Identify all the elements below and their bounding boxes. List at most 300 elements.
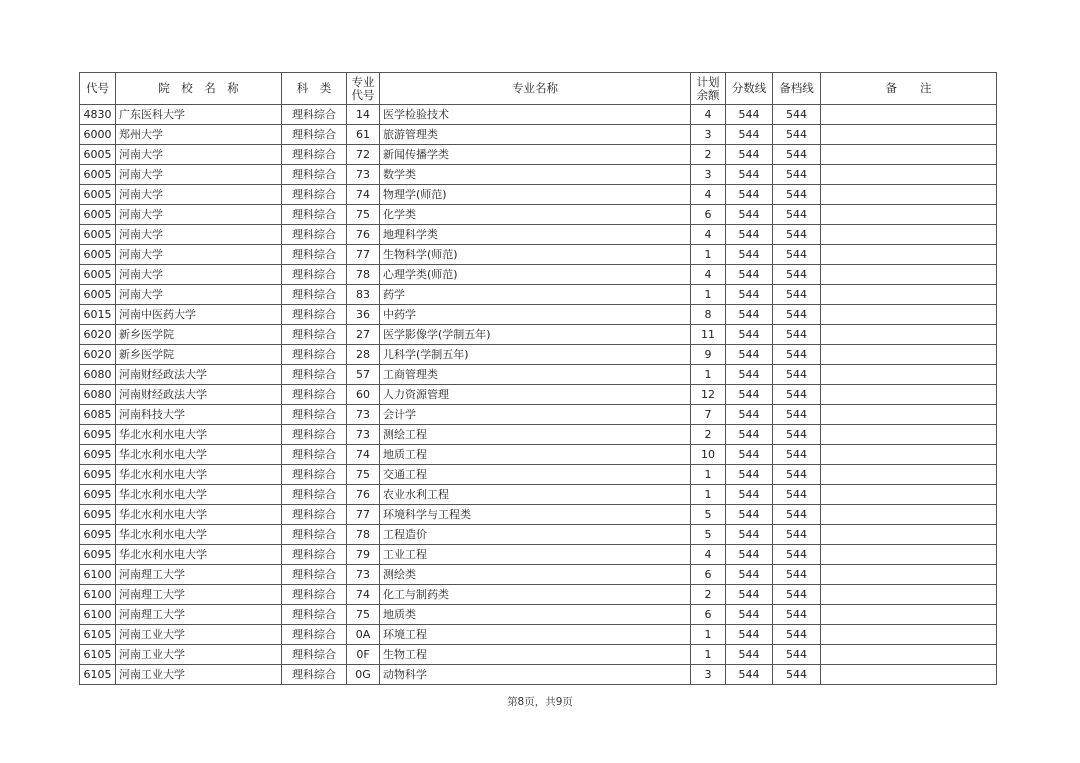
- cell-major-code: 0A: [347, 625, 380, 645]
- cell-school: 河南财经政法大学: [116, 365, 282, 385]
- cell-major-code: 73: [347, 425, 380, 445]
- cell-backup-line: 544: [773, 505, 821, 525]
- cell-remarks: [821, 225, 997, 245]
- cell-backup-line: 544: [773, 145, 821, 165]
- cell-remarks: [821, 305, 997, 325]
- cell-remarks: [821, 625, 997, 645]
- cell-remarks: [821, 105, 997, 125]
- page-footer: 第8页，共9页: [507, 696, 573, 708]
- cell-plan-remain: 4: [691, 225, 726, 245]
- cell-major-name: 医学影像学(学制五年): [380, 325, 691, 345]
- cell-code: 6105: [80, 625, 116, 645]
- cell-school: 华北水利水电大学: [116, 485, 282, 505]
- cell-plan-remain: 9: [691, 345, 726, 365]
- cell-code: 6095: [80, 445, 116, 465]
- cell-backup-line: 544: [773, 425, 821, 445]
- cell-category: 理科综合: [282, 225, 347, 245]
- cell-category: 理科综合: [282, 445, 347, 465]
- cell-remarks: [821, 505, 997, 525]
- cell-code: 6095: [80, 545, 116, 565]
- cell-backup-line: 544: [773, 605, 821, 625]
- cell-plan-remain: 1: [691, 485, 726, 505]
- cell-school: 河南大学: [116, 245, 282, 265]
- cell-remarks: [821, 425, 997, 445]
- cell-major-code: 77: [347, 505, 380, 525]
- cell-major-name: 中药学: [380, 305, 691, 325]
- cell-plan-remain: 2: [691, 145, 726, 165]
- cell-major-code: 61: [347, 125, 380, 145]
- cell-major-name: 旅游管理类: [380, 125, 691, 145]
- cell-major-code: 73: [347, 405, 380, 425]
- cell-backup-line: 544: [773, 265, 821, 285]
- cell-category: 理科综合: [282, 385, 347, 405]
- cell-score-line: 544: [726, 165, 773, 185]
- cell-category: 理科综合: [282, 185, 347, 205]
- cell-score-line: 544: [726, 125, 773, 145]
- table-row: [80, 625, 997, 645]
- cell-remarks: [821, 525, 997, 545]
- cell-score-line: 544: [726, 485, 773, 505]
- cell-major-code: 73: [347, 565, 380, 585]
- cell-plan-remain: 3: [691, 125, 726, 145]
- cell-major-name: 地质工程: [380, 445, 691, 465]
- cell-category: 理科综合: [282, 125, 347, 145]
- cell-school: 河南大学: [116, 185, 282, 205]
- cell-code: 6005: [80, 225, 116, 245]
- table-row: [80, 365, 997, 385]
- cell-major-code: 75: [347, 205, 380, 225]
- cell-backup-line: 544: [773, 465, 821, 485]
- cell-score-line: 544: [726, 245, 773, 265]
- cell-major-name: 工商管理类: [380, 365, 691, 385]
- cell-score-line: 544: [726, 545, 773, 565]
- cell-backup-line: 544: [773, 365, 821, 385]
- cell-code: 6095: [80, 465, 116, 485]
- cell-plan-remain: 4: [691, 265, 726, 285]
- cell-backup-line: 544: [773, 245, 821, 265]
- cell-remarks: [821, 345, 997, 365]
- cell-category: 理科综合: [282, 425, 347, 445]
- table-row: [80, 205, 997, 225]
- cell-backup-line: 544: [773, 225, 821, 245]
- cell-backup-line: 544: [773, 325, 821, 345]
- table-row: [80, 565, 997, 585]
- cell-major-code: 74: [347, 445, 380, 465]
- cell-school: 华北水利水电大学: [116, 525, 282, 545]
- cell-remarks: [821, 385, 997, 405]
- table-row: [80, 465, 997, 485]
- cell-school: 河南工业大学: [116, 645, 282, 665]
- cell-score-line: 544: [726, 405, 773, 425]
- cell-major-name: 工业工程: [380, 545, 691, 565]
- cell-code: 6095: [80, 505, 116, 525]
- cell-category: 理科综合: [282, 525, 347, 545]
- cell-remarks: [821, 145, 997, 165]
- cell-remarks: [821, 585, 997, 605]
- cell-code: 6005: [80, 165, 116, 185]
- header-remarks: 备 注: [821, 73, 997, 105]
- cell-school: 华北水利水电大学: [116, 545, 282, 565]
- cell-backup-line: 544: [773, 645, 821, 665]
- cell-major-code: 14: [347, 105, 380, 125]
- table-row: [80, 245, 997, 265]
- cell-category: 理科综合: [282, 165, 347, 185]
- table-row: [80, 305, 997, 325]
- table-row: [80, 225, 997, 245]
- cell-remarks: [821, 565, 997, 585]
- cell-plan-remain: 1: [691, 465, 726, 485]
- cell-major-name: 药学: [380, 285, 691, 305]
- header-backup-line: 备档线: [773, 73, 821, 105]
- table-row: [80, 165, 997, 185]
- cell-major-name: 儿科学(学制五年): [380, 345, 691, 365]
- table-row: [80, 325, 997, 345]
- cell-category: 理科综合: [282, 405, 347, 425]
- cell-category: 理科综合: [282, 465, 347, 485]
- cell-category: 理科综合: [282, 625, 347, 645]
- cell-score-line: 544: [726, 325, 773, 345]
- cell-category: 理科综合: [282, 565, 347, 585]
- cell-backup-line: 544: [773, 545, 821, 565]
- cell-code: 4830: [80, 105, 116, 125]
- cell-plan-remain: 6: [691, 605, 726, 625]
- cell-school: 广东医科大学: [116, 105, 282, 125]
- cell-major-name: 化学类: [380, 205, 691, 225]
- cell-score-line: 544: [726, 645, 773, 665]
- table-row: [80, 545, 997, 565]
- cell-category: 理科综合: [282, 545, 347, 565]
- cell-backup-line: 544: [773, 445, 821, 465]
- cell-plan-remain: 1: [691, 645, 726, 665]
- cell-score-line: 544: [726, 345, 773, 365]
- cell-category: 理科综合: [282, 365, 347, 385]
- cell-major-name: 心理学类(师范): [380, 265, 691, 285]
- cell-code: 6080: [80, 385, 116, 405]
- cell-category: 理科综合: [282, 505, 347, 525]
- cell-code: 6100: [80, 605, 116, 625]
- cell-category: 理科综合: [282, 645, 347, 665]
- cell-plan-remain: 2: [691, 425, 726, 445]
- cell-school: 河南工业大学: [116, 625, 282, 645]
- cell-major-name: 农业水利工程: [380, 485, 691, 505]
- cell-remarks: [821, 265, 997, 285]
- header-score-line: 分数线: [726, 73, 773, 105]
- cell-remarks: [821, 325, 997, 345]
- cell-major-name: 动物科学: [380, 665, 691, 685]
- cell-plan-remain: 5: [691, 505, 726, 525]
- cell-backup-line: 544: [773, 405, 821, 425]
- cell-plan-remain: 6: [691, 565, 726, 585]
- cell-remarks: [821, 365, 997, 385]
- cell-plan-remain: 6: [691, 205, 726, 225]
- table-row: [80, 505, 997, 525]
- cell-school: 华北水利水电大学: [116, 445, 282, 465]
- cell-category: 理科综合: [282, 305, 347, 325]
- cell-plan-remain: 8: [691, 305, 726, 325]
- cell-remarks: [821, 605, 997, 625]
- cell-plan-remain: 10: [691, 445, 726, 465]
- table-row: [80, 585, 997, 605]
- cell-category: 理科综合: [282, 205, 347, 225]
- cell-major-name: 测绘类: [380, 565, 691, 585]
- cell-major-code: 78: [347, 525, 380, 545]
- cell-backup-line: 544: [773, 105, 821, 125]
- cell-major-code: 79: [347, 545, 380, 565]
- table-row: [80, 125, 997, 145]
- cell-score-line: 544: [726, 365, 773, 385]
- cell-school: 河南财经政法大学: [116, 385, 282, 405]
- cell-plan-remain: 12: [691, 385, 726, 405]
- cell-category: 理科综合: [282, 265, 347, 285]
- cell-plan-remain: 7: [691, 405, 726, 425]
- cell-code: 6000: [80, 125, 116, 145]
- cell-school: 河南大学: [116, 225, 282, 245]
- cell-major-code: 74: [347, 185, 380, 205]
- cell-remarks: [821, 445, 997, 465]
- cell-school: 河南中医药大学: [116, 305, 282, 325]
- cell-score-line: 544: [726, 305, 773, 325]
- cell-score-line: 544: [726, 105, 773, 125]
- cell-backup-line: 544: [773, 565, 821, 585]
- cell-category: 理科综合: [282, 345, 347, 365]
- cell-plan-remain: 4: [691, 185, 726, 205]
- cell-backup-line: 544: [773, 185, 821, 205]
- cell-major-name: 环境科学与工程类: [380, 505, 691, 525]
- cell-major-code: 27: [347, 325, 380, 345]
- cell-major-name: 地理科学类: [380, 225, 691, 245]
- table-row: [80, 385, 997, 405]
- cell-code: 6005: [80, 205, 116, 225]
- cell-category: 理科综合: [282, 585, 347, 605]
- cell-major-code: 36: [347, 305, 380, 325]
- cell-major-name: 物理学(师范): [380, 185, 691, 205]
- cell-code: 6005: [80, 145, 116, 165]
- cell-major-code: 83: [347, 285, 380, 305]
- cell-major-code: 75: [347, 605, 380, 625]
- cell-major-name: 工程造价: [380, 525, 691, 545]
- cell-major-name: 化工与制药类: [380, 585, 691, 605]
- cell-score-line: 544: [726, 665, 773, 685]
- cell-code: 6020: [80, 325, 116, 345]
- cell-category: 理科综合: [282, 105, 347, 125]
- header-row: [80, 73, 997, 105]
- cell-remarks: [821, 545, 997, 565]
- cell-major-code: 57: [347, 365, 380, 385]
- table-row: [80, 645, 997, 665]
- header-school: 院 校 名 称: [116, 73, 282, 105]
- cell-code: 6005: [80, 185, 116, 205]
- cell-score-line: 544: [726, 145, 773, 165]
- table-body: [80, 105, 997, 685]
- cell-remarks: [821, 405, 997, 425]
- cell-code: 6105: [80, 645, 116, 665]
- table-row: [80, 285, 997, 305]
- header-major-code: 专业代号: [347, 73, 380, 105]
- cell-remarks: [821, 125, 997, 145]
- cell-school: 郑州大学: [116, 125, 282, 145]
- header-code: 代号: [80, 73, 116, 105]
- cell-backup-line: 544: [773, 305, 821, 325]
- cell-school: 河南理工大学: [116, 585, 282, 605]
- cell-school: 河南理工大学: [116, 605, 282, 625]
- cell-backup-line: 544: [773, 525, 821, 545]
- cell-plan-remain: 1: [691, 625, 726, 645]
- cell-plan-remain: 5: [691, 525, 726, 545]
- cell-remarks: [821, 185, 997, 205]
- cell-school: 河南大学: [116, 145, 282, 165]
- cell-code: 6005: [80, 265, 116, 285]
- cell-score-line: 544: [726, 625, 773, 645]
- cell-score-line: 544: [726, 285, 773, 305]
- cell-score-line: 544: [726, 225, 773, 245]
- cell-school: 河南理工大学: [116, 565, 282, 585]
- cell-category: 理科综合: [282, 665, 347, 685]
- cell-school: 河南科技大学: [116, 405, 282, 425]
- cell-score-line: 544: [726, 385, 773, 405]
- cell-major-code: 75: [347, 465, 380, 485]
- cell-code: 6100: [80, 565, 116, 585]
- cell-major-name: 新闻传播学类: [380, 145, 691, 165]
- cell-code: 6085: [80, 405, 116, 425]
- table-row: [80, 345, 997, 365]
- cell-plan-remain: 2: [691, 585, 726, 605]
- cell-school: 河南大学: [116, 205, 282, 225]
- cell-school: 河南大学: [116, 165, 282, 185]
- cell-score-line: 544: [726, 185, 773, 205]
- cell-backup-line: 544: [773, 625, 821, 645]
- table-row: [80, 605, 997, 625]
- cell-backup-line: 544: [773, 165, 821, 185]
- cell-major-code: 0G: [347, 665, 380, 685]
- cell-remarks: [821, 245, 997, 265]
- cell-plan-remain: 4: [691, 105, 726, 125]
- cell-category: 理科综合: [282, 145, 347, 165]
- cell-remarks: [821, 165, 997, 185]
- cell-code: 6095: [80, 485, 116, 505]
- cell-remarks: [821, 665, 997, 685]
- cell-major-name: 环境工程: [380, 625, 691, 645]
- cell-score-line: 544: [726, 425, 773, 445]
- cell-major-code: 77: [347, 245, 380, 265]
- cell-score-line: 544: [726, 265, 773, 285]
- cell-score-line: 544: [726, 525, 773, 545]
- cell-category: 理科综合: [282, 245, 347, 265]
- cell-backup-line: 544: [773, 205, 821, 225]
- cell-major-code: 73: [347, 165, 380, 185]
- cell-code: 6020: [80, 345, 116, 365]
- cell-score-line: 544: [726, 565, 773, 585]
- cell-school: 新乡医学院: [116, 325, 282, 345]
- cell-major-name: 生物工程: [380, 645, 691, 665]
- cell-major-code: 72: [347, 145, 380, 165]
- table-row: [80, 405, 997, 425]
- cell-remarks: [821, 645, 997, 665]
- cell-remarks: [821, 485, 997, 505]
- cell-code: 6005: [80, 245, 116, 265]
- cell-plan-remain: 1: [691, 365, 726, 385]
- cell-score-line: 544: [726, 585, 773, 605]
- cell-category: 理科综合: [282, 605, 347, 625]
- cell-code: 6080: [80, 365, 116, 385]
- cell-backup-line: 544: [773, 125, 821, 145]
- cell-school: 华北水利水电大学: [116, 425, 282, 445]
- cell-major-name: 生物科学(师范): [380, 245, 691, 265]
- cell-code: 6095: [80, 425, 116, 445]
- header-category: 科 类: [282, 73, 347, 105]
- table-row: [80, 485, 997, 505]
- cell-school: 河南大学: [116, 265, 282, 285]
- cell-plan-remain: 3: [691, 665, 726, 685]
- cell-major-name: 地质类: [380, 605, 691, 625]
- cell-category: 理科综合: [282, 485, 347, 505]
- table-row: [80, 105, 997, 125]
- cell-code: 6015: [80, 305, 116, 325]
- cell-major-code: 76: [347, 485, 380, 505]
- cell-school: 河南大学: [116, 285, 282, 305]
- cell-remarks: [821, 205, 997, 225]
- cell-backup-line: 544: [773, 585, 821, 605]
- cell-major-name: 测绘工程: [380, 425, 691, 445]
- cell-score-line: 544: [726, 465, 773, 485]
- cell-backup-line: 544: [773, 345, 821, 365]
- cell-major-name: 人力资源管理: [380, 385, 691, 405]
- cell-backup-line: 544: [773, 665, 821, 685]
- table-row: [80, 665, 997, 685]
- cell-major-name: 医学检验技术: [380, 105, 691, 125]
- cell-backup-line: 544: [773, 485, 821, 505]
- header-plan-remain: 计划余额: [691, 73, 726, 105]
- cell-score-line: 544: [726, 205, 773, 225]
- cell-backup-line: 544: [773, 285, 821, 305]
- admission-table: [79, 72, 997, 685]
- cell-category: 理科综合: [282, 285, 347, 305]
- cell-major-name: 数学类: [380, 165, 691, 185]
- cell-plan-remain: 3: [691, 165, 726, 185]
- cell-major-code: 78: [347, 265, 380, 285]
- cell-major-code: 60: [347, 385, 380, 405]
- cell-major-code: 0F: [347, 645, 380, 665]
- cell-major-name: 交通工程: [380, 465, 691, 485]
- table-row: [80, 445, 997, 465]
- table-row: [80, 185, 997, 205]
- cell-backup-line: 544: [773, 385, 821, 405]
- cell-major-name: 会计学: [380, 405, 691, 425]
- cell-major-code: 28: [347, 345, 380, 365]
- cell-school: 华北水利水电大学: [116, 465, 282, 485]
- cell-plan-remain: 11: [691, 325, 726, 345]
- cell-major-code: 74: [347, 585, 380, 605]
- cell-code: 6105: [80, 665, 116, 685]
- cell-school: 新乡医学院: [116, 345, 282, 365]
- cell-code: 6005: [80, 285, 116, 305]
- cell-score-line: 544: [726, 445, 773, 465]
- cell-plan-remain: 4: [691, 545, 726, 565]
- header-major-name: 专业名称: [380, 73, 691, 105]
- cell-major-code: 76: [347, 225, 380, 245]
- cell-remarks: [821, 285, 997, 305]
- cell-category: 理科综合: [282, 325, 347, 345]
- cell-plan-remain: 1: [691, 245, 726, 265]
- cell-school: 华北水利水电大学: [116, 505, 282, 525]
- cell-score-line: 544: [726, 505, 773, 525]
- cell-plan-remain: 1: [691, 285, 726, 305]
- table-row: [80, 425, 997, 445]
- table-row: [80, 265, 997, 285]
- cell-remarks: [821, 465, 997, 485]
- table-row: [80, 145, 997, 165]
- cell-code: 6100: [80, 585, 116, 605]
- table-row: [80, 525, 997, 545]
